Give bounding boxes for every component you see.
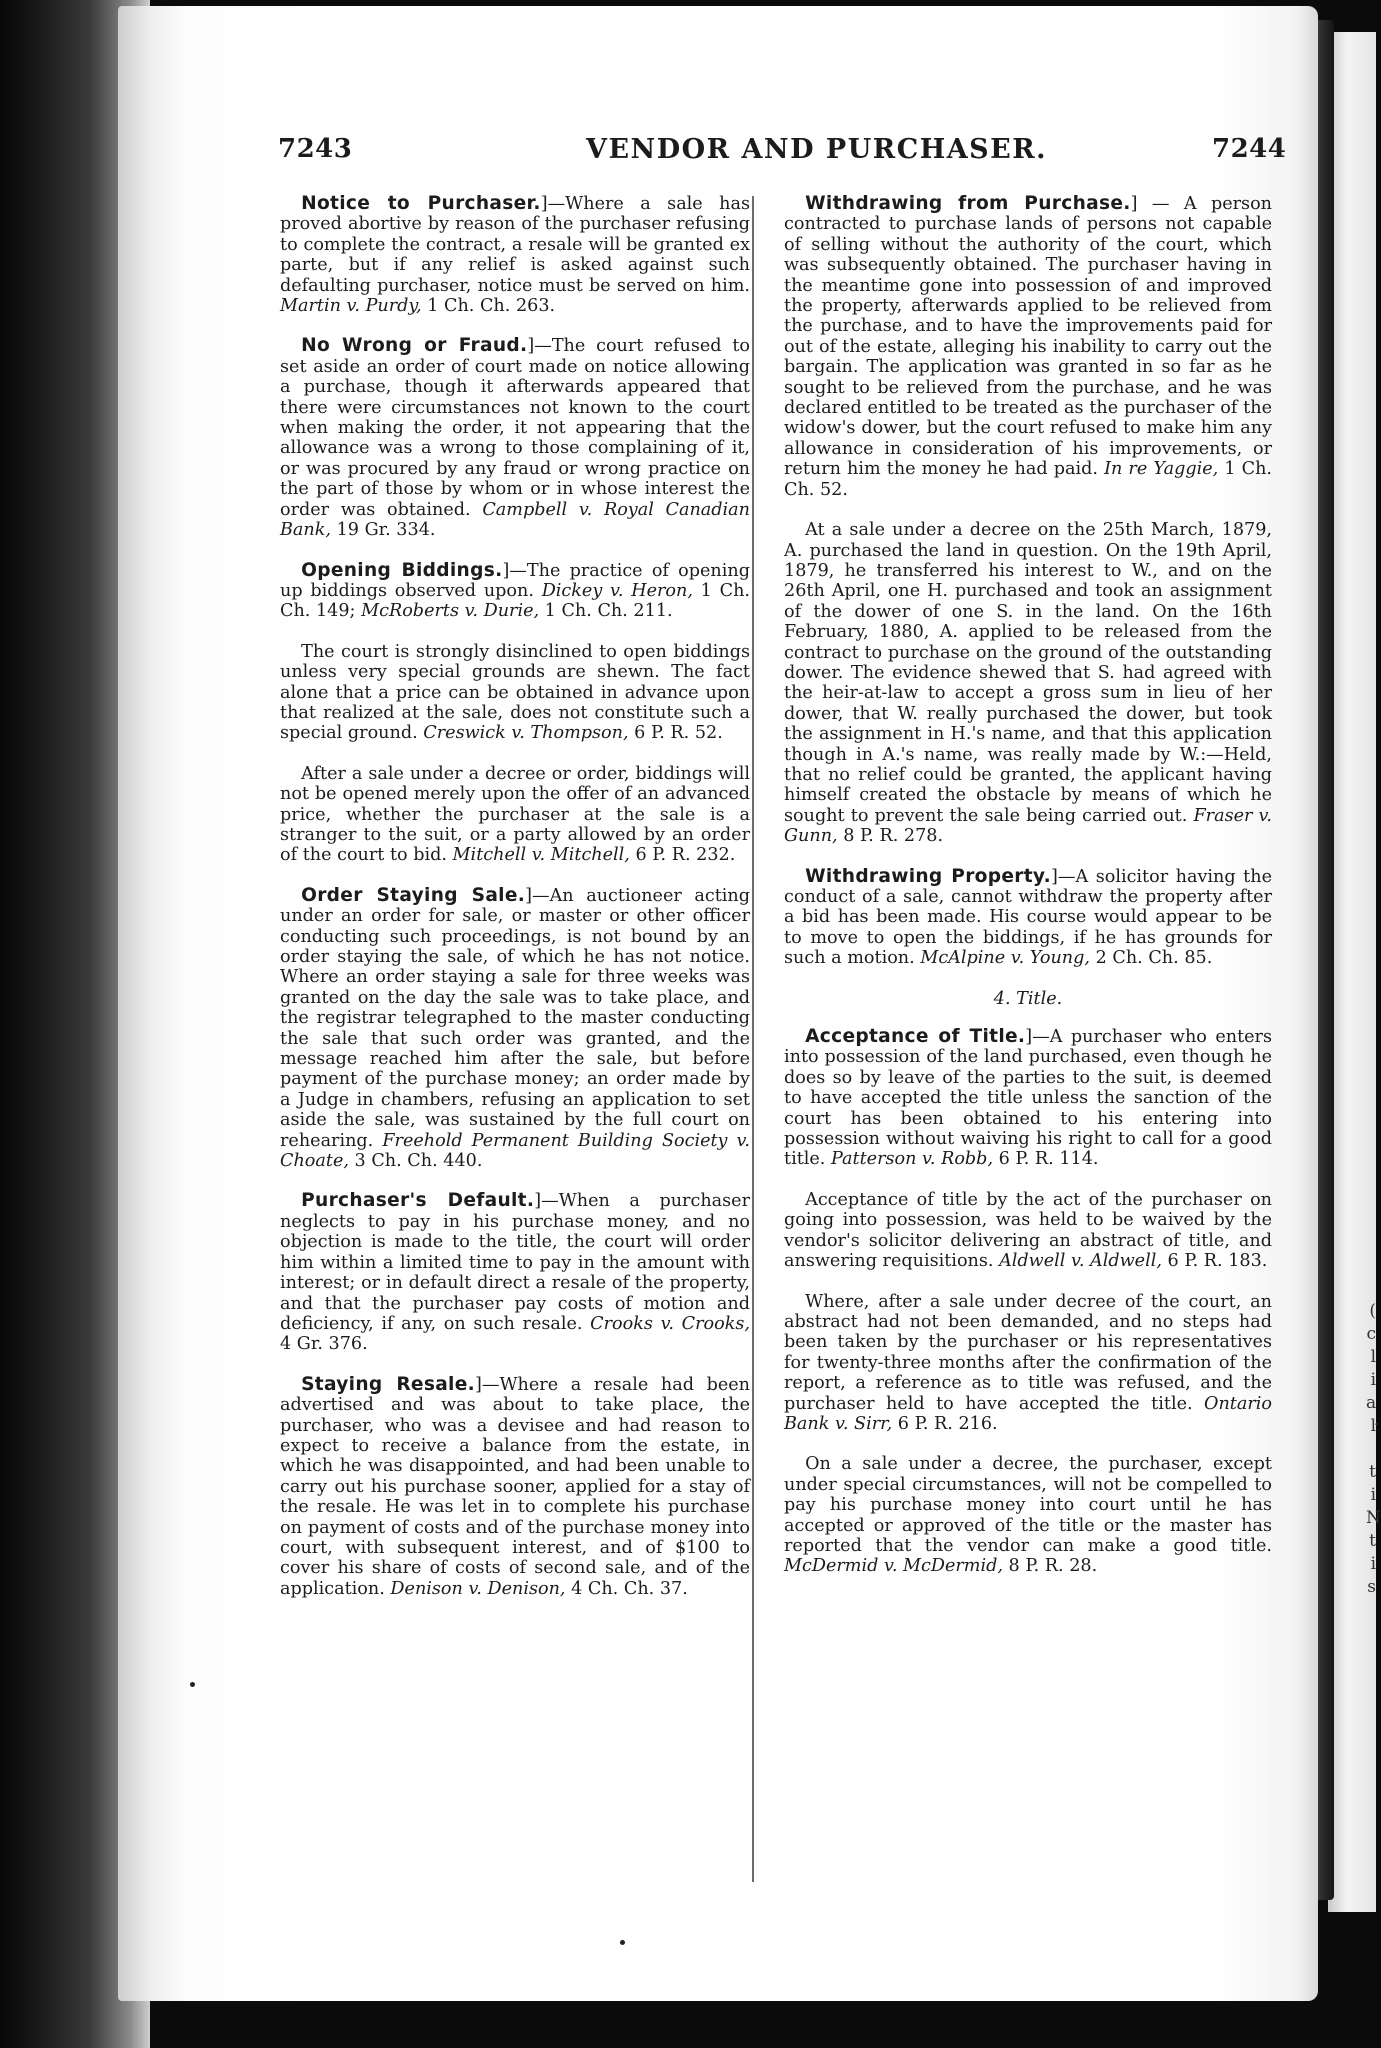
case-citation: Martin v. Purdy, [280,296,422,317]
entry-text: ]—A purchaser who enters into possession of the land purchased, even though he does so by leave of the parties to the suit, is deemed to have accepted the title unless the sanction of the court has been obtained to his entering into possession without waiving his right to call for a good title. [784,1027,1272,1170]
report-reference: 8 P. R. 28. [1002,1556,1098,1577]
next-page-letter: N [1366,1508,1381,1528]
entry-text: The court is strongly disinclined to open biddings unless very special grounds are shewn. The fact alone that a price can be obtained in advance upon that realized at the sale, does not constitute such a special ground. [280,641,750,744]
next-page-letter: i [1370,1485,1376,1505]
digest-entry [280,194,750,316]
entry-text: ]—Where a sale has proved abortive by reason of the purchaser refusing to complete the contract, a resale will be granted ex parte, but if any relief is asked against such defaulting purchaser, notice must be served on him. [280,194,750,296]
next-page-letter: ŀ [1370,1416,1376,1436]
report-reference: 6 P. R. 52. [628,723,723,744]
report-reference: 1 Ch. Ch. 149; [280,580,750,622]
entry-heading: Acceptance of Title. [805,1026,1026,1048]
entry-heading: Withdrawing from Purchase. [805,193,1131,214]
case-citation: In re Yaggie, [1104,459,1219,480]
next-page-letter: ( [1369,1301,1376,1321]
case-citation: Creswick v. Thompson, [423,723,629,744]
entry-text: ]—When a purchaser neglects to pay in his purchase money, and no objection is made to the title, the court will order him within a limited time to pay in the amount with interest; or in default direct a resale of the property, and that the purchaser pay costs of motion and deficiency, if any, on such resale. [280,1191,750,1334]
next-page-letter: l [1370,1347,1376,1367]
right-column [784,194,1272,1597]
report-reference: 6 P. R. 114. [993,1149,1099,1170]
case-citation: McDermid v. McDermid, [784,1556,1003,1577]
entry-text: After a sale under a decree or order, biddings will not be opened merely upon the offer of an advanced price, whether the purchaser at the sale is a stranger to the suit, or a party allowed by an order of the court to bid. [280,763,750,866]
case-citation: Aldwell v. Aldwell, [999,1251,1162,1272]
report-reference: 6 P. R. 216. [892,1413,998,1434]
report-reference: 6 P. R. 183. [1161,1251,1268,1272]
digest-paragraph [280,764,750,866]
digest-paragraph [280,642,750,744]
digest-entry [784,867,1272,969]
report-reference: 1 Ch. Ch. 52. [784,459,1273,500]
section-title: 4. Title. [993,988,1063,1009]
digest-entry [280,336,750,540]
case-citation: Mitchell v. Mitchell, [452,845,630,866]
digest-entry [280,1375,750,1599]
case-citation: Fraser v. Gunn, [784,805,1272,847]
entry-text: ]—The court refused to set aside an order of court made on notice allowing a purchase, though it afterwards appeared that there were circumstances not known to the court when making the order, it not appearing that the allowance was a wrong to those complaining of it, or was procured by any fraud or wrong practice on the part of those by whom or in whose interest the order was obtained. [280,336,750,520]
digest-entry [280,886,750,1172]
report-reference: 2 Ch. Ch. 85. [1089,948,1213,969]
column-divider [752,196,754,1882]
next-page-letter: i [1370,1554,1376,1574]
digest-entry [280,1191,750,1354]
next-page-letter: a [1366,1393,1377,1413]
digest-paragraph [784,1292,1272,1435]
entry-heading: Order Staying Sale. [301,884,526,906]
case-citation: Crooks v. Crooks, [590,1313,750,1334]
entry-text: On a sale under a decree, the purchaser, except under special circumstances, will not be compelled to pay his purchase money into court until he has accepted or approved of the title or the master has reported that the vendor can make a good title. [784,1454,1272,1556]
speck-mark [620,1940,625,1945]
entry-heading: Purchaser's Default. [301,1190,535,1212]
entry-heading: Staying Resale. [301,1373,476,1395]
page-number-left: 7243 [278,134,353,164]
digest-entry [784,194,1272,500]
next-page-letter: c [1366,1324,1376,1344]
case-citation: Ontario Bank v. Sirr, [784,1393,1272,1434]
report-reference: 6 P. R. 232. [629,845,736,866]
digest-paragraph [784,520,1272,847]
page-number-right: 7244 [1212,134,1287,164]
entry-heading: Notice to Purchaser. [301,193,541,214]
entry-text: ]—The practice of opening up biddings observed upon. [280,560,750,601]
speck-mark [190,1682,195,1687]
case-citation: Patterson v. Robb, [831,1149,994,1170]
case-citation: McAlpine v. Young, [920,948,1090,969]
entry-heading: Opening Biddings. [301,559,503,581]
case-citation: Denison v. Denison, [390,1578,566,1599]
case-citation: Dickey v. Heron, [541,580,693,601]
entry-text: ] — A person contracted to purchase lands of persons not capable of selling without the authority of the court, which was subsequently obtained. The purchaser having in the meantime gone into possession of and improved the property, afterwards applied to be relieved from the purchase, and to have the improvements paid for out of the estate, alleging his inability to carry out the bargain. The application was granted in so far as he sought to be relieved from the purchase, and he was declared entitled to be treated as the purchaser of the widow's dower, but the court refused to make him any allowance in consideration of his improvements, or return him the money he had paid. [784,194,1272,480]
report-reference: 1 Ch. Ch. 211. [539,601,673,622]
case-citation: Campbell v. Royal Canadian Bank, [280,499,750,541]
entry-text: ]—A solicitor having the conduct of a sale, cannot withdraw the property after a bid has been made. His course would appear to be to move to open the biddings, if he has grounds for such a motion. [784,866,1272,969]
next-page-letter: t [1369,1531,1376,1551]
digest-entry [280,561,750,622]
entry-text: At a sale under a decree on the 25th March, 1879, A. purchased the land in question. On the 19th April, 1879, he transferred his interest to W., and on the 26th April, one H. purchased and took an assignment of the dower of one S. in the land. On the 16th February, 1880, A. applied to be released from the contract to purchase on the ground of the outstanding dower. The evidence shewed that S. had agreed with the heir-at-law to accept a gross sum in lieu of her dower, that W. really purchased the dower, but took the assignment in H.'s name, and that this application though in A.'s name, was really made by W.:—Held, that no relief could be granted, the applicant having himself created the obstacle by means of which he sought to prevent the sale being carried out. [784,520,1272,826]
entry-text: Acceptance of title by the act of the purchaser on going into possession, was held to be waived by the vendor's solicitor delivering an abstract of title, and answering requisitions. [784,1189,1272,1272]
report-reference: 4 Ch. Ch. 37. [565,1578,688,1599]
report-reference: 19 Gr. 334. [331,520,436,541]
report-reference: 8 P. R. 278. [837,826,944,847]
entry-text: ]—Where a resale had been advertised and was about to take place, the purchaser, who was a devisee and had reason to expect to receive a balance from the estate, in which he was disappointed, and had been unable to carry out his purchase sooner, applied for a stay of the resale. He was let in to complete his purchase on payment of costs and of the purchase money into court, with subsequent interest, and of $100 to cover his share of costs of second sale, and of the application. [280,1374,750,1599]
entry-heading: Withdrawing Property. [805,865,1051,887]
digest-entry [784,1027,1272,1170]
next-page-letter: i [1370,1370,1376,1390]
entry-text: Where, after a sale under decree of the court, an abstract had not been demanded, and no steps had been taken by the purchaser or his representatives for twenty-three months after the confirmation of the report, a reference as to title was refused, and the purchaser held to have accepted the title. [784,1291,1272,1414]
running-title: VENDOR AND PURCHASER. [586,134,1048,165]
entry-heading: No Wrong or Fraud. [301,335,528,357]
report-reference: 3 Ch. Ch. 440. [348,1151,483,1172]
report-reference: 4 Gr. 376. [280,1334,368,1355]
digest-paragraph [784,1190,1272,1272]
left-column [280,194,750,1619]
next-page-letter: t [1369,1462,1376,1482]
digest-paragraph [784,1454,1272,1576]
entry-text: ]—An auctioneer acting under an order for sale, or master or other officer conducting such proceedings, is not bound by an order staying the sale, of which he has not notice. Where an order staying a sale for three weeks was granted on the day the sale was to take place, and the registrar telegraphed to the master conducting the sale that such order was granted, and the message reached him after the sale, but before payment of the purchase money; an order made by a Judge in chambers, refusing an application to set aside the sale, was sustained by the full court on rehearing. [280,885,751,1151]
case-citation: McRoberts v. Durie, [361,601,540,622]
report-reference: 1 Ch. Ch. 263. [421,296,556,317]
next-page-letter: s [1367,1577,1376,1597]
case-citation: Freehold Permanent Building Society v. Choate, [280,1130,750,1172]
